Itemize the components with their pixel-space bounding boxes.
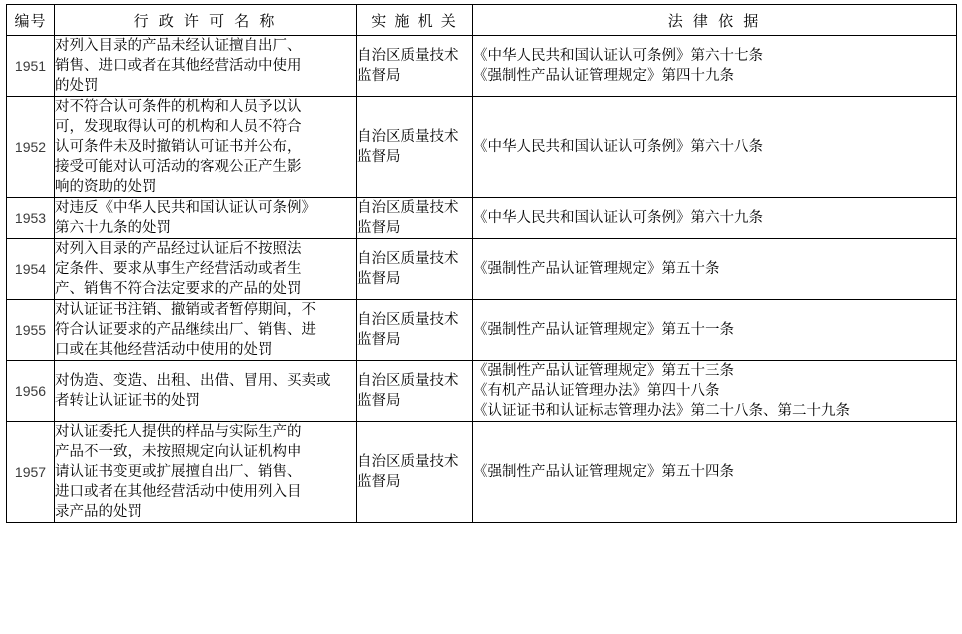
cell-implementing-agency [357, 239, 473, 300]
table-row [7, 361, 957, 422]
cell-permit-name-line: 对列入目录的产品未经认证擅自出厂、 [55, 38, 302, 54]
cell-legal-basis-line: 《中华人民共和国认证认可条例》第六十九条 [473, 210, 763, 226]
cell-implementing-agency-line: 自治区质量技术 [357, 129, 459, 145]
cell-implementing-agency-line: 监督局 [357, 271, 401, 287]
table-row [7, 422, 957, 523]
table-row [7, 36, 957, 97]
table-header-row [7, 5, 957, 36]
table-row [7, 300, 957, 361]
cell-legal-basis-line: 《中华人民共和国认证认可条例》第六十七条 [473, 48, 763, 64]
cell-permit-name-line: 对认证证书注销、撤销或者暂停期间，不 [55, 302, 316, 318]
cell-implementing-agency-line: 自治区质量技术 [357, 312, 459, 328]
table-row [7, 198, 957, 239]
cell-implementing-agency [357, 361, 473, 422]
cell-implementing-agency-line: 自治区质量技术 [357, 200, 459, 216]
cell-id: 1955 [7, 300, 55, 361]
cell-legal-basis [473, 422, 957, 523]
cell-implementing-agency [357, 300, 473, 361]
column-header-name: 行 政 许 可 名 称 [55, 5, 357, 36]
cell-implementing-agency-line: 监督局 [357, 149, 401, 165]
cell-legal-basis-line: 《强制性产品认证管理规定》第五十三条 [473, 363, 734, 379]
cell-implementing-agency-line: 自治区质量技术 [357, 251, 459, 267]
column-header-org: 实 施 机 关 [357, 5, 473, 36]
cell-permit-name [55, 422, 357, 523]
cell-implementing-agency-line: 监督局 [357, 474, 401, 490]
cell-legal-basis [473, 239, 957, 300]
cell-permit-name-line: 第六十九条的处罚 [55, 220, 171, 236]
cell-permit-name-line: 者转让认证证书的处罚 [55, 393, 200, 409]
cell-permit-name-line: 对违反《中华人民共和国认证认可条例》 [55, 200, 316, 216]
cell-id: 1956 [7, 361, 55, 422]
cell-permit-name-line: 响的资助的处罚 [55, 179, 157, 195]
cell-implementing-agency-line: 监督局 [357, 332, 401, 348]
cell-permit-name [55, 36, 357, 97]
cell-legal-basis [473, 300, 957, 361]
column-header-id: 编号 [7, 5, 55, 36]
cell-permit-name [55, 97, 357, 198]
cell-legal-basis-line: 《强制性产品认证管理规定》第五十条 [473, 261, 720, 277]
cell-permit-name [55, 361, 357, 422]
cell-permit-name-line: 产品不一致，未按照规定向认证机构申 [55, 444, 302, 460]
cell-permit-name-line: 对认证委托人提供的样品与实际生产的 [55, 424, 302, 440]
cell-permit-name [55, 239, 357, 300]
administrative-permit-table [6, 4, 957, 523]
cell-permit-name-line: 销售、进口或者在其他经营活动中使用 [55, 58, 302, 74]
cell-legal-basis-line: 《强制性产品认证管理规定》第五十一条 [473, 322, 734, 338]
cell-permit-name [55, 300, 357, 361]
table-body [7, 36, 957, 523]
cell-permit-name-line: 定条件、要求从事生产经营活动或者生 [55, 261, 302, 277]
cell-legal-basis-line: 《强制性产品认证管理规定》第五十四条 [473, 464, 734, 480]
cell-implementing-agency [357, 36, 473, 97]
cell-id: 1954 [7, 239, 55, 300]
cell-permit-name-line: 认可条件未及时撤销认可证书并公布， [55, 139, 302, 155]
cell-legal-basis [473, 36, 957, 97]
cell-legal-basis [473, 97, 957, 198]
cell-permit-name-line: 符合认证要求的产品继续出厂、销售、进 [55, 322, 316, 338]
cell-implementing-agency [357, 422, 473, 523]
cell-implementing-agency-line: 自治区质量技术 [357, 48, 459, 64]
cell-id: 1953 [7, 198, 55, 239]
table-row [7, 97, 957, 198]
cell-permit-name-line: 请认证书变更或扩展擅自出厂、销售、 [55, 464, 302, 480]
cell-permit-name-line: 接受可能对认可活动的客观公正产生影 [55, 159, 302, 175]
cell-permit-name-line: 产、销售不符合法定要求的产品的处罚 [55, 281, 302, 297]
cell-permit-name [55, 198, 357, 239]
cell-id: 1957 [7, 422, 55, 523]
cell-implementing-agency-line: 监督局 [357, 220, 401, 236]
cell-permit-name-line: 对列入目录的产品经过认证后不按照法 [55, 241, 302, 257]
cell-permit-name-line: 的处罚 [55, 78, 99, 94]
cell-legal-basis [473, 361, 957, 422]
cell-legal-basis [473, 198, 957, 239]
cell-implementing-agency-line: 监督局 [357, 393, 401, 409]
cell-permit-name-line: 录产品的处罚 [55, 504, 142, 520]
cell-implementing-agency [357, 198, 473, 239]
cell-permit-name-line: 可，发现取得认可的机构和人员不符合 [55, 119, 302, 135]
column-header-law: 法 律 依 据 [473, 5, 957, 36]
cell-implementing-agency-line: 自治区质量技术 [357, 454, 459, 470]
cell-permit-name-line: 对伪造、变造、出租、出借、冒用、买卖或 [55, 373, 331, 389]
cell-implementing-agency [357, 97, 473, 198]
cell-implementing-agency-line: 自治区质量技术 [357, 373, 459, 389]
table-header [7, 5, 957, 36]
table-row [7, 239, 957, 300]
cell-implementing-agency-line: 监督局 [357, 68, 401, 84]
cell-legal-basis-line: 《强制性产品认证管理规定》第四十九条 [473, 68, 734, 84]
cell-permit-name-line: 口或在其他经营活动中使用的处罚 [55, 342, 273, 358]
cell-legal-basis-line: 《认证证书和认证标志管理办法》第二十八条、第二十九条 [473, 403, 850, 419]
cell-legal-basis-line: 《有机产品认证管理办法》第四十八条 [473, 383, 720, 399]
cell-id: 1952 [7, 97, 55, 198]
cell-permit-name-line: 进口或者在其他经营活动中使用列入目 [55, 484, 302, 500]
cell-id: 1951 [7, 36, 55, 97]
cell-permit-name-line: 对不符合认可条件的机构和人员予以认 [55, 99, 302, 115]
cell-legal-basis-line: 《中华人民共和国认证认可条例》第六十八条 [473, 139, 763, 155]
